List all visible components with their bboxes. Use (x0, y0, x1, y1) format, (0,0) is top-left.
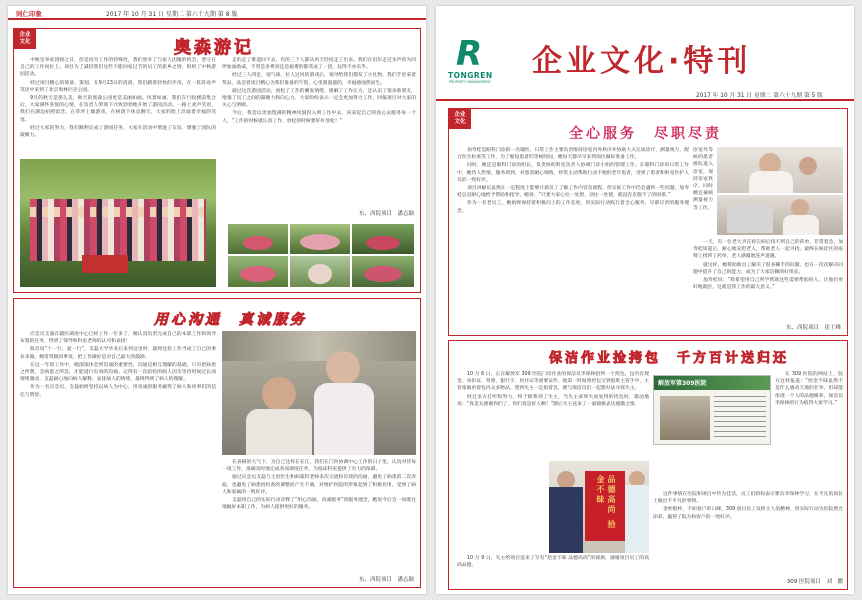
article-title: 保洁作业捡拷包 千方百计送归还 (549, 351, 790, 366)
article-column-1 (457, 147, 689, 333)
article-title: 用心沟通 真诚服务 (154, 312, 307, 328)
paragraph: 支磊用自己的实际行动诠释了“用心沟通，真诚服务”的服务理念，她说今后会一如既往地做好本职工作，为病人提供更好的服务。 (222, 498, 416, 511)
group-photo (20, 159, 216, 287)
article-communication (13, 298, 421, 588)
article-service (448, 108, 848, 336)
logo-name: TONGREN (448, 71, 493, 80)
article-column-1-footer (457, 555, 649, 585)
header-issue-info: 2017 年 10 月 31 日 星期二 第六十九期 第 8 版 (106, 11, 238, 18)
service-photo-top (717, 147, 843, 193)
article-signature: 东、西院项目 潘志颖 (358, 577, 414, 583)
section-tag: 企业 文化 (14, 29, 36, 49)
article-column-2 (693, 239, 843, 319)
masthead-divider (436, 99, 854, 101)
nurse-face (326, 351, 360, 385)
event-photo-3 (352, 224, 414, 254)
paragraph: 经过多方打听和努力，终于联系到了失主，当失主拿到失而复得的挎包时，激动地说：“真是太感谢你们了，你们真是好人啊！”随后失主送来了一面锦旗表达感激之情。 (457, 394, 649, 407)
paragraph: 同时，她还是眼科门诊的组长，负责协助科室负责人协调门诊小组的管理工作。在眼科门诊的日常工作中，她待人热情，服务周到，对患者耐心细致，经常主动帮助行动不便的老年患者，受到了患者和科室医护人员的一致好评。 (457, 163, 689, 183)
paragraph: 通过这次游园活动，放松了工作的紧张情绪，缓解了工作压力，还认识了很多新朋友，增强了员工之间的凝聚力和向心力，大家纷纷表示一定会更加努力工作，回报项目对大家的关心与照顾。 (222, 88, 416, 109)
article-column-3 (653, 491, 843, 567)
left-page-header (8, 6, 426, 20)
event-photo-2 (290, 224, 350, 254)
event-photo-5 (290, 256, 350, 287)
paragraph: 在表格的大气下，为自己这样在长江，我们在门医协调中心工作的日子里，认真对待每一项工作，准确及时地完成各项调度任务，为临床科室提供了有力的保障。 (222, 460, 416, 473)
paragraph: 今后，我会以更加饱满的精神风貌投入到工作中去，该拿起自己的真心去服务每一个人，“工作的时候就认真工作，放松的时候要好好放松！” (222, 111, 416, 124)
article-title: 全心服务 尽职尽责 (569, 126, 722, 142)
paragraph: 在这一年的工作中，她深深体会到沟通的重要性，沟通是相互理解的基础，只有把病患之所想，急病患之所急，才能进行有效的沟通。记得有一次陪检的病人因为等待时间过长而情绪激动，支磊耐心地向病人解释，安抚病人的情绪，最终得到了病人的理解。 (20, 362, 216, 383)
paragraph: 经过三人四足，项气球，拉人过河的游戏后，领导给我们都发了小礼物。我们手里拿着奖品，品尝着项目精心为我们准备的午饭，心里甜滋滋的，幸福感油然而生。 (222, 73, 416, 86)
paragraph: 10 月 9 日，失主给项目送来了写有“拾金不昧 品德高尚”的锦旗，感谢项目员工的高尚品德。 (457, 556, 649, 569)
article-lost-bag (448, 340, 848, 590)
article-column-2 (222, 57, 416, 202)
right-page (436, 6, 854, 594)
paragraph: 经过项目精心的筹备、策划，在9月23日的清晨，我们踏着轻快的步伐，在一阵阵欢声笑语中来到了北京奥林匹克公园。 (20, 80, 216, 93)
article-signature: 东、西院项目 崔王峰 (785, 325, 841, 331)
paragraph: 通过应急员支磊与主治医生和病案科老师多次交流和有效的沟通，避免了病患的二次奔波，也避免了病患因检查的调整而产生不满，对维护医院的形象起到了积极作用，受到了病人和家属的一致好评。 (222, 475, 416, 495)
event-photo-1 (228, 224, 288, 254)
paragraph: 加寿桂是眼科门诊的一名辅医，日常工作主要负责维持诊室内外秩序并协助大夫完成诊疗、测量视力、配合医生检查等工作，为了缩短患者的等候时间，她每天都早早来到岗位做好准备工作。 (457, 148, 689, 161)
article-signature: 东、西院项目 潘志颖 (358, 211, 414, 217)
paragraph: 走的走了难道回不去，有的三个人都从风天轻度走了出来。我们在沿岸走过水声的为同伴加油助威，不管是多费劲还是艰难的都笑成了一团，玩得不亦乐乎。 (222, 58, 416, 71)
header-brand: 同仁印象 (16, 10, 42, 18)
paragraph: 作为一名老员工，她始终保持着积极向上的工作态度，用实际行动践行着全心服务、尽职尽责的服务理念。 (457, 201, 689, 214)
nurse-patient-photo (222, 331, 416, 455)
paragraph: 加寿桂说：“我希望用自己所学帮助这些需要帮助的人，让他们更好地就医，这就是我工作的最大意义。” (693, 278, 843, 291)
article-column-1 (20, 57, 216, 155)
article-aosen (13, 28, 421, 293)
paragraph: 9月的秋天是那么美，秋天的奥森公园更是美丽如画。风景如画，我们在行政楼前集合后，大家满怀喜悦的心情，在负责人带领下兴致勃勃地开始了游园活动。一路上欢声笑语，我们在湖边拍照留念，在草坪上做游戏，在树荫下休息聊天，大家的脸上洋溢着幸福的笑容。 (20, 96, 216, 123)
event-photo-4 (228, 256, 288, 287)
paragraph: 中秋是举家团圆之日，但是因为工作的特殊性，我们放弃了与家人团聚的机会，坚守在自己的工作岗位上。项目为了减轻我们这些不能回家过节的员工的思乡之情，组织了中秋游园活动。 (20, 58, 216, 78)
award-banner: 品德高尚 拾金不昧 (585, 471, 625, 541)
red-banner (82, 255, 128, 273)
paragraph: 诊室外等候的患者排队进入诊室，保持诊室秩序，同时她还兼顾测量视力等工作。 (693, 148, 713, 211)
hospital-website-photo (653, 375, 771, 445)
paragraph: 经过大家的努力，我们顺利完成了游园任务，大家在活动中增进了友谊，增强了团队的凝聚力。 (20, 125, 216, 139)
left-page (8, 6, 426, 594)
paragraph: 就这样，她将助新员工解决了很多棘手的问题，也在一次次解决问题中提升了自己的能力，成为了大家信赖的好组长。 (693, 262, 843, 275)
article-signature: 309 医院项目 刘 鹏 (786, 579, 843, 585)
paragraph: 10 月 6 日，正在解放军 309 医院门诊作业的保洁员李保林拾到一个挎包，包内有现金、身份证、驾照、银行卡、居住证等重要证件，他第一时间将挎包交到值班主管手中，主管张敏看着包内众多物品，想到失主一定很着急，便与保洁员们一起想办法寻找失主。 (457, 372, 649, 392)
paragraph: 一天，有一位老大爷在看完病后找不到自己的药单，非常着急，加寿桂知道后，耐心地安慰老人，帮助老人一起寻找，最终在候诊区的座椅上找到了药单，老人感激地连声道谢。 (693, 240, 843, 260)
nurse-uniform (314, 383, 374, 455)
event-photo-6 (352, 256, 414, 287)
paragraph: 陈召说“十一行，爱一行”，支磊大学毕业后来到这里时，就将这份工作当成了自己的事业来做，她常常跟同事说，把工作做好是对自己最大的鼓励。 (20, 347, 216, 360)
article-title: 奥森游记 (174, 38, 254, 58)
tongren-logo (448, 34, 498, 84)
issue-info: 2017 年 10 月 31 日 星期二 第六十九期 第 5 版 (696, 93, 823, 99)
logo-mark-icon: R (456, 34, 483, 74)
paragraph: 应急员支器在辅医调度中心已经工作一年多了，她认真负责完成自己的本职工作和领导布置的任务，得到了领导和科室老师的认可和表扬！ (20, 332, 216, 345)
website-title: 解放军第309医院 (658, 380, 707, 387)
paragraph: 金杯银杯，不如客户的口碑。309 项目员工发挥主人翁精神，用实际行动为医院增光添彩，赢得了院方和客户的一致好评。 (653, 507, 843, 520)
patient-face (262, 377, 296, 411)
service-photo-bottom (717, 195, 843, 235)
paragraph: 项目讲解员虽然在一定程度上能够让新员工了解工作内容及流程，但实际工作中仍会遇到一些问题，加寿桂总是耐心地给予帮助和指导，她说：“只要大家心往一处想，劲往一处使，就没有克服不了的困难。” (457, 186, 689, 199)
logo-subtitle: PROPERTY MANAGEMENT (449, 80, 491, 84)
article-column-narrow (693, 147, 713, 233)
photo-wall (222, 331, 416, 361)
paragraph: 在 309 医院的网站上，院方这样报道：“拾金不昧虽然不是什么感动天地的壮举，但却能体现一个人的品德修养，保洁员李保林的行为值得大家学习。” (775, 372, 843, 406)
paragraph: 作为一名应急员，支磊始终坚持以病人为中心，用真诚的服务赢得了病人和同事们的信任与赞誉。 (20, 385, 216, 398)
masthead-title: 企业文化·特刊 (532, 44, 752, 79)
section-tag: 企业 文化 (449, 109, 471, 129)
paragraph: 这件事情在医院和项目中传为佳话，员工们纷纷表示要向李保林学习，在平凡的岗位上做出不平凡的事情。 (653, 492, 843, 505)
article-column-2 (775, 371, 843, 491)
patient-shirt (246, 409, 312, 455)
banner-photo (549, 461, 649, 553)
group-faces (30, 207, 206, 217)
article-column-2 (222, 459, 416, 569)
article-column-1 (20, 331, 216, 583)
